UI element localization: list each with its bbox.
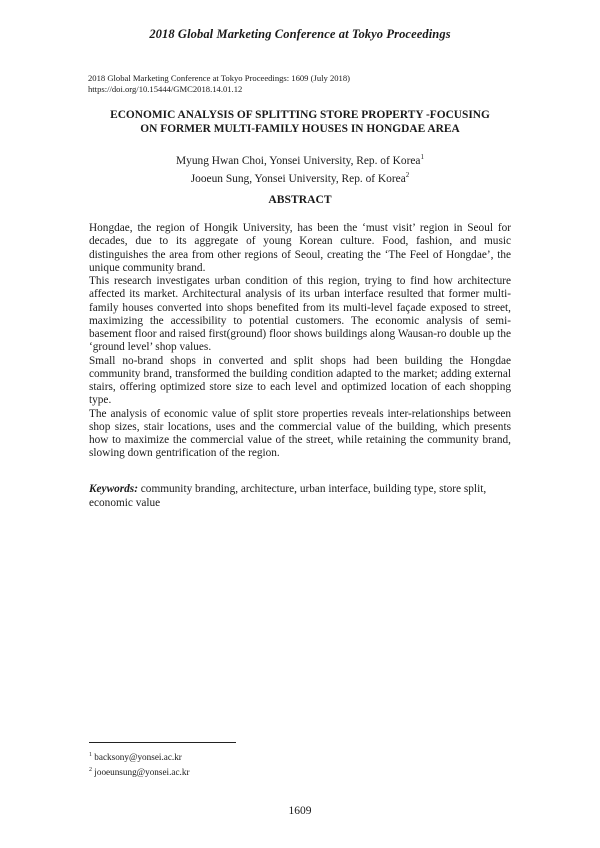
keywords-label: Keywords: [89, 483, 138, 495]
citation-line: 2018 Global Marketing Conference at Tokyo Proceedings: 1609 (July 2018) [88, 73, 351, 83]
author-name: Myung Hwan Choi, Yonsei University, Rep. of Korea [176, 154, 421, 167]
author-line [60, 168, 540, 186]
abstract-paragraph: Hongdae, the region of Hongik University, has been the ‘must visit’ region in Seoul for decades, due to its aggregate of young Korean culture. Food, fashion, and music distinguishes the area from other regions of Seoul, creating the ‘The Feel of Hongdae’, the unique community brand. [89, 222, 511, 274]
footnote-marker: 1 [89, 752, 92, 758]
footnote-marker: 2 [405, 171, 410, 180]
abstract-paragraph: Small no-brand shops in converted and split shops had been building the Hongdae community brand, transformed the building condition adapted to the market; adding external stairs, offering optimized store size to each level and optimized location of each shopping type. [89, 354, 511, 407]
title-line: ON FORMER MULTI-FAMILY HOUSES IN HONGDAE AREA [140, 122, 460, 135]
footnote [89, 749, 389, 764]
title-line: ECONOMIC ANALYSIS OF SPLITTING STORE PROPERTY -FOCUSING [110, 109, 490, 121]
footnotes [89, 749, 389, 778]
footnote [89, 764, 389, 779]
footnote-email[interactable]: backsony@yonsei.ac.kr [92, 752, 182, 763]
page-number: 1609 [288, 805, 312, 817]
author-list [60, 150, 540, 187]
author-line [60, 150, 540, 168]
abstract-heading: ABSTRACT [268, 193, 332, 206]
abstract-paragraph: This research investigates urban condition of this region, trying to find how architecture affected its market. Architectural analysis of its urban interface resulted that former multi-family houses converted into shops benefited from its multi-level façade exposed to street, maximizing the accessibility to potential customers. The economic analysis of semi-basement floor and raised first(ground) floor shows buildings along Wausan-ro double up the ‘ground level’ shop values. [89, 275, 511, 354]
citation-block [88, 73, 518, 95]
keywords [89, 483, 511, 510]
abstract-body [89, 222, 511, 461]
abstract-paragraph: The analysis of economic value of split store properties reveals inter-relationships between shop sizes, stair locations, uses and the commercial value of the building, which presents how to maximize the commercial value of the street, while retaining the community brand, slowing down gentrification of the region. [89, 407, 511, 460]
doi-link[interactable]: https://doi.org/10.15444/GMC2018.14.01.12 [88, 84, 243, 94]
footnote-marker: 2 [89, 766, 92, 773]
footnote-divider [89, 742, 236, 743]
keywords-text: community branding, architecture, urban interface, building type, store split, economic value [89, 483, 487, 509]
running-header: 2018 Global Marketing Conference at Tokyo Proceedings [149, 27, 451, 41]
paper-title [60, 109, 540, 136]
footnote-email[interactable]: jooeunsung@yonsei.ac.kr [92, 766, 190, 777]
footnote-marker: 1 [420, 153, 424, 161]
author-name: Jooeun Sung, Yonsei University, Rep. of Korea [190, 173, 406, 186]
